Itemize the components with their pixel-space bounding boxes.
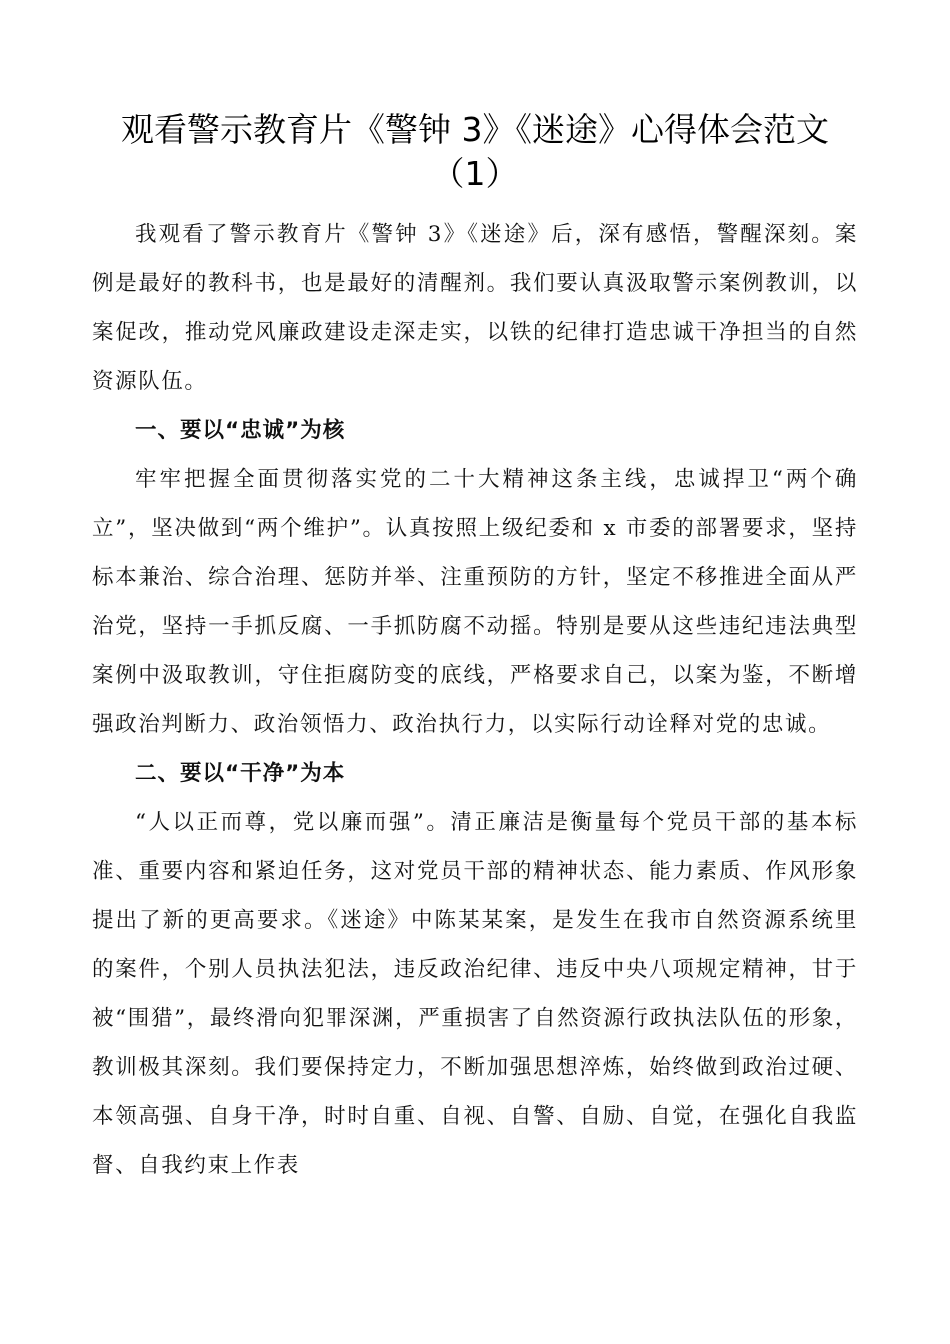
- section-2-paragraph: “人以正而尊，党以廉而强”。清正廉洁是衡量每个党员干部的基本标准、重要内容和紧迫任务，这对党员干部的精神状态、能力素质、作风形象提出了新的更高要求。《迷途》中陈某某案，是发生在我市自然资源系统里的案件，个别人员执法犯法，违反政治纪律、违反中央八项规定精神，甘于被“围猎”，最终滑向犯罪深渊，严重损害了自然资源行政执法队伍的形象，教训极其深刻。我们要保持定力，不断加强思想淬炼，始终做到政治过硬、本领高强、自身干净，时时自重、自视、自警、自励、自觉，在强化自我监督、自我约束上作表: [92, 810, 858, 1178]
- section-1-paragraph: 牢牢把握全面贯彻落实党的二十大精神这条主线，忠诚捍卫“两个确立”，坚决做到“两个维护”。认真按照上级纪委和 x 市委的部署要求，坚持标本兼治、综合治理、惩防并举、注重预防的方针，坚定不移推进全面从严治党，坚持一手抓反腐、一手抓防腐不动摇。特别是要从这些违纪违法典型案例中汲取教训，守住拒腐防变的底线，严格要求自己，以案为鉴，不断增强政治判断力、政治领悟力、政治执行力，以实际行动诠释对党的忠诚。: [92, 467, 858, 737]
- document-body: [92, 210, 858, 1190]
- section-2-heading: 二、要以“干净”为本: [135, 761, 346, 786]
- section-1-heading: 一、要以“忠诚”为核: [135, 418, 346, 443]
- document-page: [92, 108, 858, 1190]
- document-title: [92, 108, 858, 196]
- title-line-2: （1）: [431, 154, 519, 193]
- title-line-1: 观看警示教育片《警钟 3》《迷途》心得体会范文: [121, 110, 829, 149]
- intro-paragraph: 我观看了警示教育片《警钟 3》《迷途》后，深有感悟，警醒深刻。案例是最好的教科书，也是最好的清醒剂。我们要认真汲取警示案例教训，以案促改，推动党风廉政建设走深走实，以铁的纪律打造忠诚干净担当的自然资源队伍。: [92, 222, 858, 394]
